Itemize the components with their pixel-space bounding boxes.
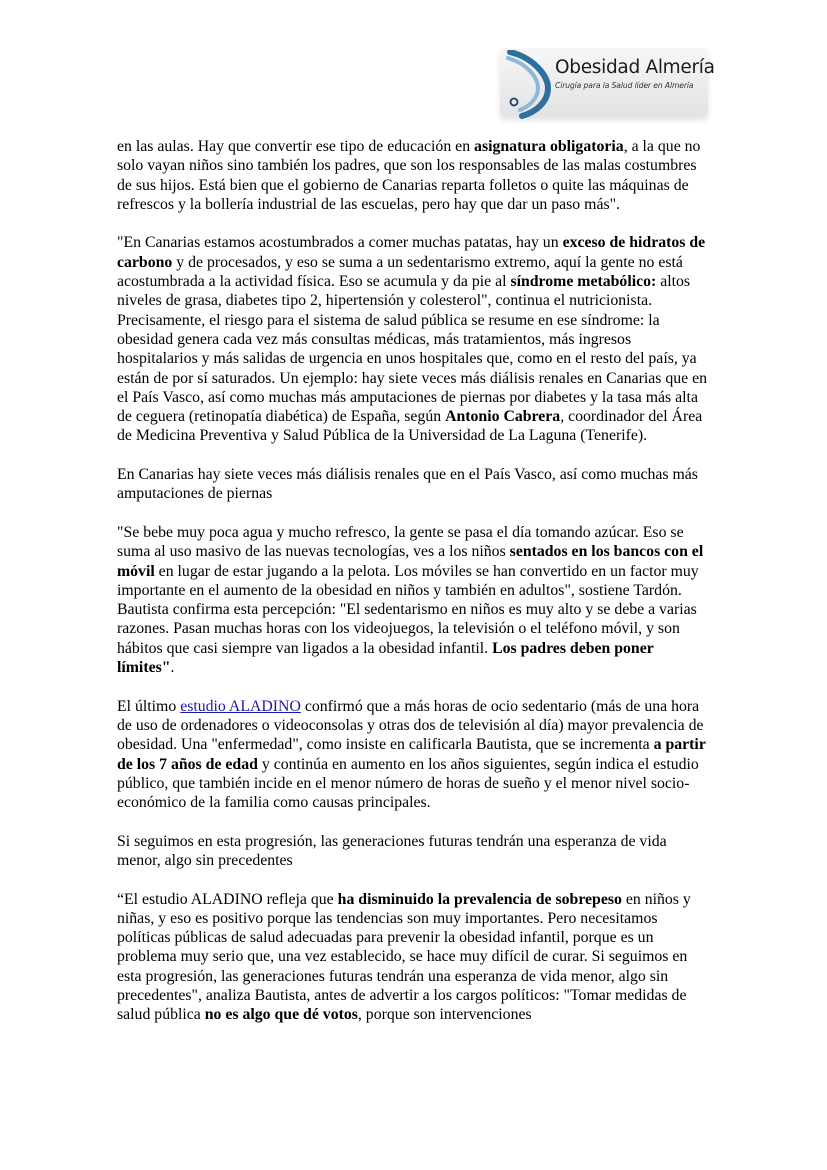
article-body xyxy=(117,137,710,1044)
bold-text: exceso de hidratos de carbono xyxy=(117,234,706,271)
text-run: y continúa en aumento en los años siguientes, según indica el estudio público, que también incide en el menor número de horas de sueño y el menor nivel socio-económico de la familia como causas principales. xyxy=(117,755,699,812)
bold-text: Antonio Cabrera xyxy=(445,408,561,426)
paragraph xyxy=(117,137,710,214)
bold-text: no es algo que dé votos xyxy=(204,1006,358,1024)
paragraph xyxy=(117,523,710,677)
text-run: "Se bebe muy poca agua y mucho refresco, la gente se pasa el día tomando azúcar. Eso se suma al uso masivo de las nuevas tecnologías, ves a los niños xyxy=(117,523,684,561)
text-run: "En Canarias estamos acostumbrados a comer muchas patatas, hay un xyxy=(117,234,563,252)
text-run: Si seguimos en esta progresión, las generaciones futuras tendrán una esperanza de vida menor, algo sin precedentes xyxy=(117,832,667,869)
text-run: altos niveles de grasa, diabetes tipo 2, hipertensión y colesterol", continua el nutricionista. Precisamente, el riesgo para el sistema de salud pública se resume en ese síndrome: la obesidad genera cada vez más consultas médicas, más tratamientos, más ingresos hospitalarios y más salidas de urgencia en unos hospitales que, como en el resto del país, ya están de por sí saturados. Un ejemplo: hay siete veces más diálisis renales en Canarias que en el País Vasco, así como muchas más amputaciones de piernas por diabetes y la tasa más alta de ceguera (retinopatía diabética) de España, según xyxy=(117,273,708,426)
logo xyxy=(500,48,715,132)
text-run: . xyxy=(170,659,175,677)
study-link[interactable]: estudio ALADINO xyxy=(180,697,301,715)
text-run: confirmó que a más horas de ocio sedentario (más de una hora de uso de ordenadores o videoconsolas y otras dos de televisión al día) mayor prevalencia de obesidad. Una "enfermedad", como insiste en calificarla Bautista, que se incrementa xyxy=(117,697,704,754)
logo-name: Obesidad Almería xyxy=(555,57,715,78)
bold-text: ha disminuido la prevalencia de sobrepeso xyxy=(337,890,622,908)
text-run: y de procesados, y eso se suma a un sedentarismo extremo, aquí la gente no está acostumbrada a la actividad física. Eso se acumula y da pie al xyxy=(117,253,683,291)
text-run: “El estudio ALADINO refleja que xyxy=(117,890,338,908)
paragraph xyxy=(117,890,710,1025)
text-run: , coordinador del Área de Medicina Preventiva y Salud Pública de la Universidad de La Laguna (Tenerife). xyxy=(117,408,703,445)
paragraph xyxy=(117,233,710,445)
text-run: , a la que no solo vayan niños sino también los padres, que son los responsables de las malas costumbres de sus hijos. Está bien que el gobierno de Canarias reparta folletos o quite las máquinas de refrescos y la bollería industrial de las escuelas, pero hay que dar un paso más". xyxy=(117,138,701,213)
bold-text: síndrome metabólico: xyxy=(510,273,657,291)
paragraph xyxy=(117,832,710,871)
bold-text: Los padres deben poner límites" xyxy=(117,639,654,677)
paragraph xyxy=(117,697,710,813)
bold-text: sentados en los bancos con el móvil xyxy=(117,543,704,580)
logo-mark-icon xyxy=(504,50,556,120)
text-run: , porque son intervenciones xyxy=(357,1006,532,1024)
text-run: en las aulas. Hay que convertir ese tipo de educación en xyxy=(117,138,475,155)
bold-text: asignatura obligatoria xyxy=(474,138,624,155)
text-run: en lugar de estar jugando a la pelota. Los móviles se han convertido en un factor muy importante en el aumento de la obesidad en niños y también en adultos", sostiene Tardón. Bautista confirma esta percepción: "El sedentarismo en niños es muy alto y se debe a varias razones. Pasan muchas horas con los videojuegos, la televisión o el teléfono móvil, y son hábitos que casi siempre van ligados a la obesidad infantil. xyxy=(117,562,699,657)
text-run: En Canarias hay siete veces más diálisis renales que en el País Vasco, así como muchas más amputaciones de piernas xyxy=(117,466,698,503)
text-run: El último xyxy=(117,697,181,715)
text-run: en niños y niñas, y eso es positivo porque las tendencias son muy importantes. Pero necesitamos políticas públicas de salud adecuadas para prevenir la obesidad infantil, porque es un problema muy serio que, una vez establecido, se hace muy difícil de curar. Si seguimos en esta progresión, las generaciones futuras tendrán una esperanza de vida menor, algo sin precedentes", analiza Bautista, antes de advertir a los cargos políticos: "Tomar medidas de salud pública xyxy=(117,890,691,1024)
bold-text: a partir de los 7 años de edad xyxy=(117,736,706,773)
logo-tagline: Cirugía para la Salud líder en Almería xyxy=(555,81,694,90)
paragraph xyxy=(117,465,710,504)
